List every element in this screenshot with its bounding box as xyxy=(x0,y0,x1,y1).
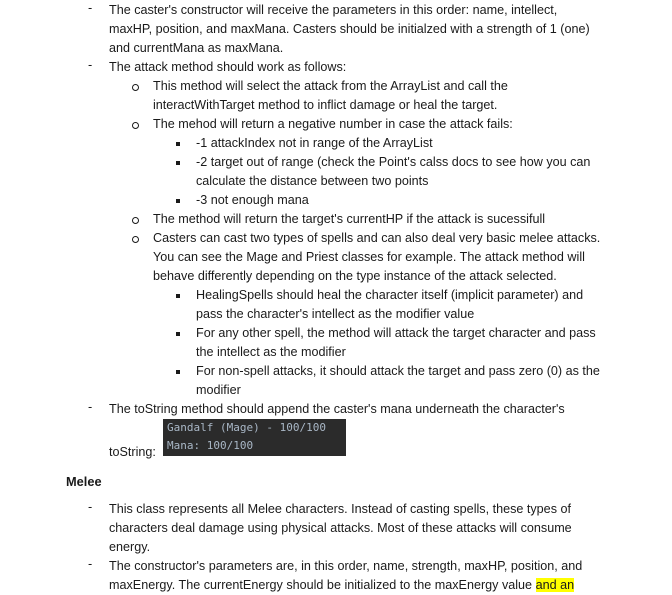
paragraph-line: behave differently depending on the type instance of the attack selected. xyxy=(153,269,557,283)
paragraph-line: For any other spell, the method will attack the target character and pass xyxy=(196,326,596,340)
paragraph-line: Casters can cast two types of spells and can also deal very basic melee attacks. xyxy=(153,231,601,245)
bullet-dash: - xyxy=(88,58,93,72)
highlighted-text: and an xyxy=(535,578,575,592)
circle-bullet-icon xyxy=(132,122,139,129)
paragraph-line: The mehod will return a negative number in case the attack fails: xyxy=(153,117,513,131)
text-run: maxEnergy. The currentEnergy should be initialized to the maxEnergy value xyxy=(109,578,536,592)
square-bullet-icon xyxy=(176,142,180,146)
square-bullet-icon xyxy=(176,332,180,336)
paragraph-line: You can see the Mage and Priest classes for example. The attack method will xyxy=(153,250,585,264)
paragraph-line: and currentMana as maxMana. xyxy=(109,41,284,55)
paragraph-line: The attack method should work as follows: xyxy=(109,60,347,74)
paragraph-line: The constructor's parameters are, in this order, name, strength, maxHP, position, and xyxy=(109,559,583,573)
paragraph-line: interactWithTarget method to inflict damage or heal the target. xyxy=(153,98,498,112)
square-bullet-icon xyxy=(176,370,180,374)
bullet-dash: - xyxy=(88,400,93,414)
paragraph-line: The caster's constructor will receive the parameters in this order: name, intellect, xyxy=(109,3,558,17)
paragraph-line: maxHP, position, and maxMana. Casters should be initialzed with a strength of 1 (one) xyxy=(109,22,590,36)
circle-bullet-icon xyxy=(132,236,139,243)
code-line: Mana: 100/100 xyxy=(167,439,254,452)
code-line: Gandalf (Mage) - 100/100 xyxy=(167,421,326,434)
paragraph-line: For non-spell attacks, it should attack the target and pass zero (0) as the xyxy=(196,364,600,378)
paragraph-line: This class represents all Melee characters. Instead of casting spells, these types of xyxy=(109,502,571,516)
paragraph-line: -2 target out of range (check the Point's calss docs to see how you can xyxy=(196,155,591,169)
paragraph-line: calculate the distance between two points xyxy=(196,174,429,188)
paragraph-line: This method will select the attack from the ArrayList and call the xyxy=(153,79,508,93)
paragraph-line: the intellect as the modifier xyxy=(196,345,346,359)
paragraph-line: modifier xyxy=(196,383,241,397)
paragraph-line: characters deal damage using physical attacks. Most of these attacks will consume xyxy=(109,521,572,535)
square-bullet-icon xyxy=(176,294,180,298)
tostring-label: toString: xyxy=(109,445,156,459)
paragraph-line: pass the character's intellect as the modifier value xyxy=(196,307,475,321)
paragraph-line xyxy=(109,576,574,595)
bullet-dash: - xyxy=(88,500,93,514)
square-bullet-icon xyxy=(176,161,180,165)
code-output-snippet xyxy=(163,419,346,456)
paragraph-line: The method will return the target's currentHP if the attack is sucessifull xyxy=(153,212,546,226)
bullet-dash: - xyxy=(88,1,93,15)
paragraph-line: energy. xyxy=(109,540,151,554)
circle-bullet-icon xyxy=(132,84,139,91)
bullet-dash: - xyxy=(88,557,93,571)
circle-bullet-icon xyxy=(132,217,139,224)
paragraph-line: -3 not enough mana xyxy=(196,193,309,207)
square-bullet-icon xyxy=(176,199,180,203)
paragraph-line: -1 attackIndex not in range of the ArrayList xyxy=(196,136,433,150)
section-heading: Melee xyxy=(66,474,102,489)
paragraph-line: The toString method should append the caster's mana underneath the character's xyxy=(109,402,565,416)
paragraph-line: HealingSpells should heal the character itself (implicit parameter) and xyxy=(196,288,584,302)
